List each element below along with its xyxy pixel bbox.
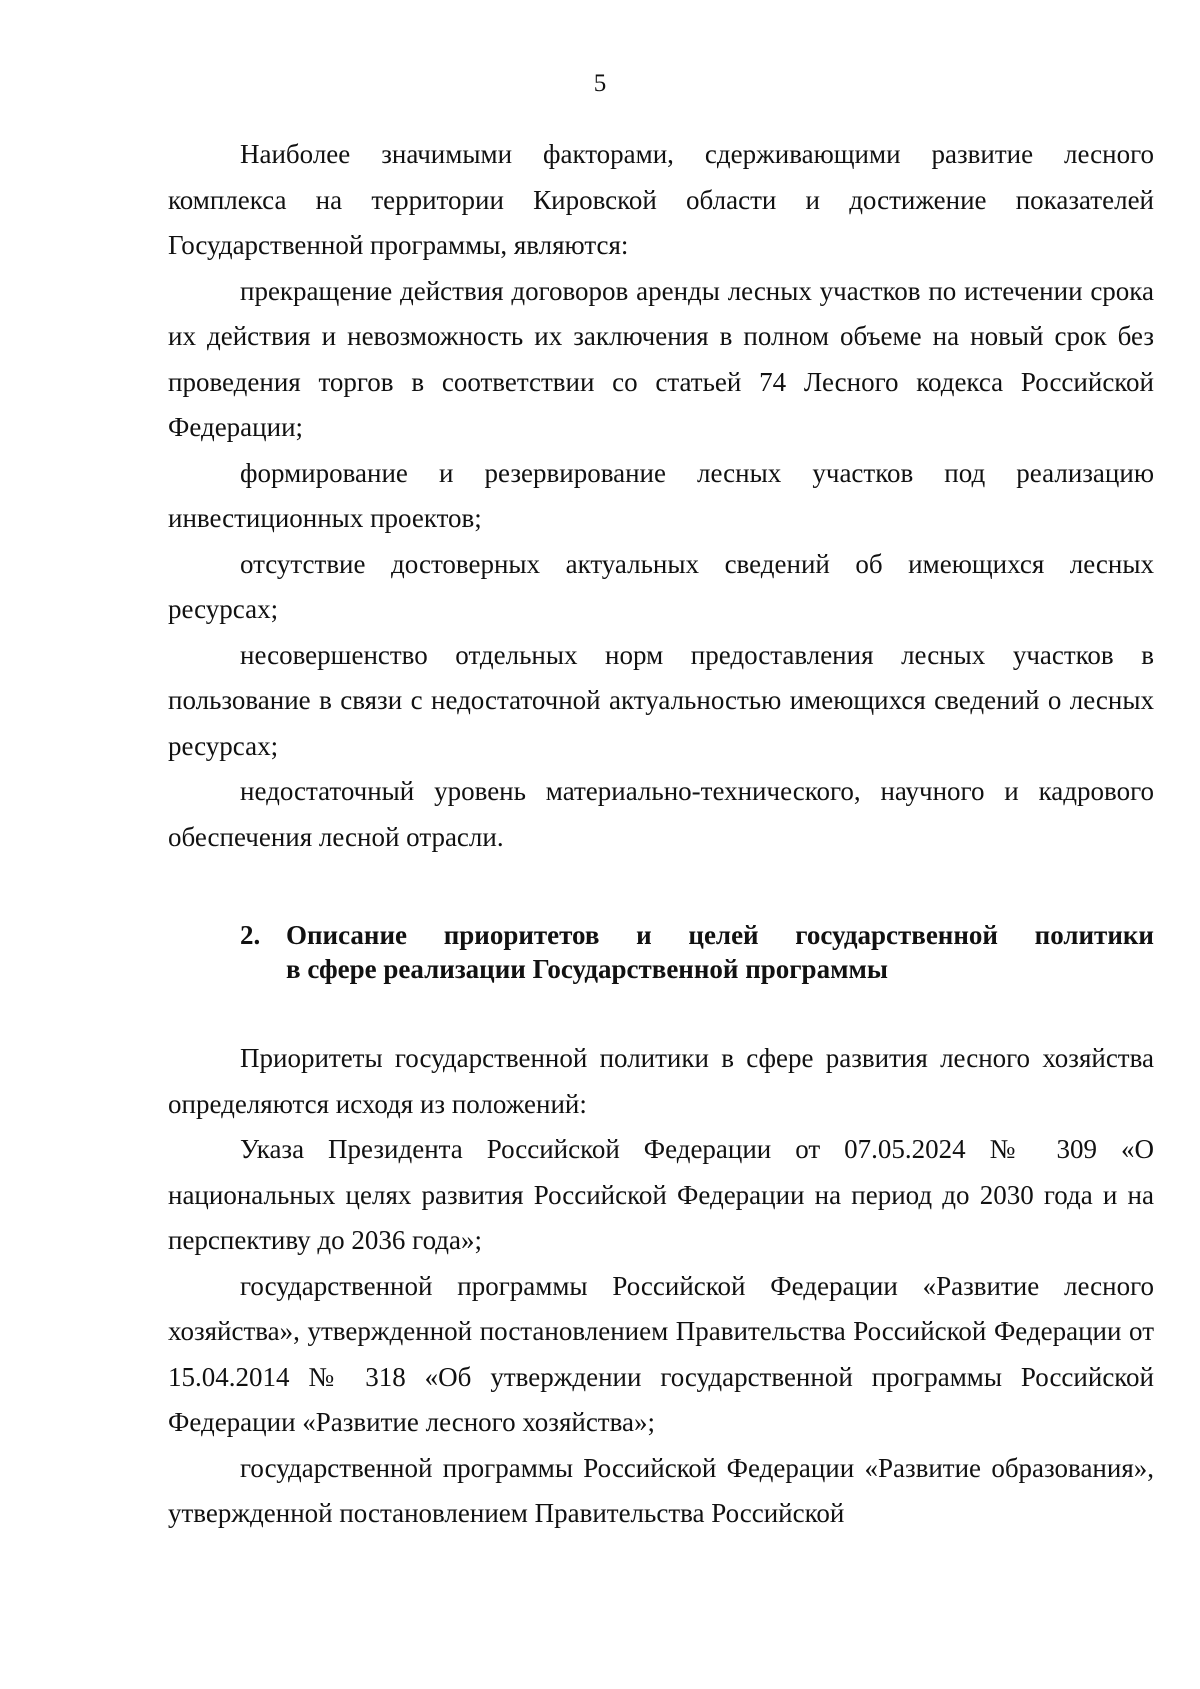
paragraph-reservation: формирование и резервирование лесных участков под реализацию инвестиционных проектов; [168, 457, 1154, 533]
section-number: 2. [240, 920, 261, 950]
paragraph-forestry-program: государственной программы Российской Федерации «Развитие лесного хозяйства», утвержденной постановлением Правительства Российской Федерации от 15.04.2014 № 318 «Об утверждении государственной программы Российской Федерации «Развитие лесного хозяйства»; [168, 1270, 1154, 1437]
section-title-line1: Описание приоритетов и целей государственной политики [286, 920, 1154, 950]
paragraph-lease-termination: прекращение действия договоров аренды лесных участков по истечении срока их действия и невозможность их заключения в полном объеме на новый срок без проведения торгов в соответствии со статьей 74 Лесного кодекса Российской Федерации; [168, 275, 1154, 442]
section-heading [168, 918, 1154, 986]
paragraph-insufficient-support: недостаточный уровень материально-технического, научного и кадрового обеспечения лесной отрасли. [168, 776, 1154, 852]
paragraph-missing-data: отсутствие достоверных актуальных сведений об имеющихся лесных ресурсах; [168, 548, 1154, 624]
paragraph-factors-intro: Наиболее значимыми факторами, сдерживающими развитие лесного комплекса на территории Кировской области и достижение показателей Государственной программы, являются: [168, 139, 1154, 260]
paragraph-education-program: государственной программы Российской Федерации «Развитие образования», утвержденной постановлением Правительства Российской [168, 1452, 1154, 1528]
document-body [168, 132, 1154, 1537]
paragraph-priorities-intro: Приоритеты государственной политики в сфере развития лесного хозяйства определяются исходя из положений: [168, 1043, 1154, 1119]
page-number: 5 [593, 70, 607, 97]
section-title-line2: в сфере реализации Государственной программы [286, 954, 888, 984]
paragraph-imperfect-norms: несовершенство отдельных норм предоставления лесных участков в пользование в связи с недостаточной актуальностью имеющихся сведений о лесных ресурсах; [168, 639, 1154, 761]
paragraph-decree: Указа Президента Российской Федерации от 07.05.2024 № 309 «О национальных целях развития Российской Федерации на период до 2030 года и на перспективу до 2036 года»; [168, 1134, 1154, 1255]
